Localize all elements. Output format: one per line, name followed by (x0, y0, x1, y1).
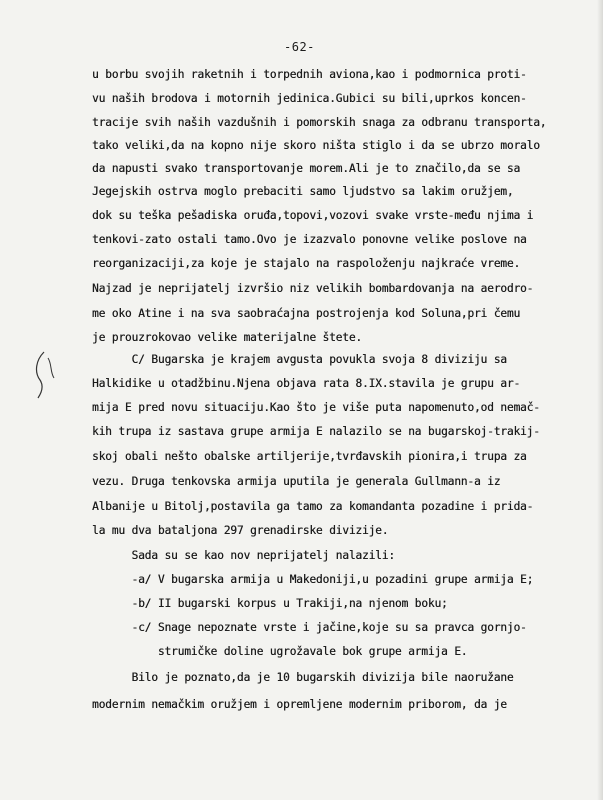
text-line: vu naših brodova i motornih jedinica.Gubici su bili,uprkos koncen- (92, 92, 527, 105)
text-line: -c/ Snage nepoznate vrste i jačine,koje su sa pravca gornjo- (92, 621, 527, 634)
text-line: da napusti svako transportovanje morem.Ali je to značilo,da se sa (92, 162, 521, 175)
text-line: tako veliki,da na kopno nije skoro ništa stiglo i da se ubrzo moralo (92, 139, 540, 152)
scan-edge-shadow (597, 0, 603, 800)
page-number: -62- (284, 40, 315, 54)
text-line: tenkovi-zato ostali tamo.Ovo je izazvalo ponovne velike poslove na (92, 233, 527, 246)
text-line: je prouzrokovao velike materijalne štete. (92, 331, 363, 344)
text-line: u borbu svojih raketnih i torpednih aviona,kao i podmornica proti- (92, 68, 527, 81)
text-line: Najzad je neprijatelj izvršio niz velikih bombardovanja na aerodro- (92, 282, 534, 295)
text-line: Sada su se kao nov neprijatelj nalazili: (92, 549, 395, 562)
text-line: me oko Atine i na sva saobraćajna postrojenja kod Soluna,pri čemu (92, 307, 521, 320)
text-line: -b/ II bugarski korpus u Trakiji,na njenom boku; (92, 597, 448, 610)
handwritten-margin-mark (30, 350, 70, 400)
text-line: Albanije u Bitolj,postavila ga tamo za komandanta pozadine i prida- (92, 500, 534, 513)
text-line: -a/ V bugarska armija u Makedoniji,u pozadini grupe armija E; (92, 573, 534, 586)
text-line: Bilo je poznato,da je 10 bugarskih divizija bile naoružane (92, 671, 514, 684)
text-line: C/ Bugarska je krajem avgusta povukla svoja 8 diviziju sa (92, 353, 507, 366)
text-line: mija E pred novu situaciju.Kao što je više puta napomenuto,od nemač- (92, 401, 540, 414)
text-line: tracije svih naših vazdušnih i pomorskih snaga za odbranu transporta, (92, 116, 547, 129)
text-line: modernim nemačkim oružjem i opremljene modernim priborom, da je (92, 698, 507, 711)
text-line: reorganizaciji,za koje je stajalo na raspoloženju najkraće vreme. (92, 257, 521, 270)
text-line: dok su teška pešadiska oruđa,topovi,vozovi svake vrste-među njima i (92, 209, 534, 222)
text-line: vezu. Druga tenkovska armija uputila je generala Gullmann-a iz (92, 475, 501, 488)
text-line: Halkidike u otadžbinu.Njena objava rata 8.IX.stavila je grupu ar- (92, 377, 521, 390)
text-line: kih trupa iz sastava grupe armija E nalazilo se na bugarskoj-trakij- (92, 425, 540, 438)
text-line: la mu dva bataljona 297 grenadirske divizije. (92, 524, 389, 537)
text-line: skoj obali nešto obalske artiljerije,tvrđavskih pionira,i trupa za (92, 450, 527, 463)
text-line: Jegejskih ostrva moglo prebaciti samo ljudstvo sa lakim oružjem, (92, 185, 514, 198)
text-line: strumičke doline ugrožavale bok grupe armija E. (92, 645, 468, 658)
